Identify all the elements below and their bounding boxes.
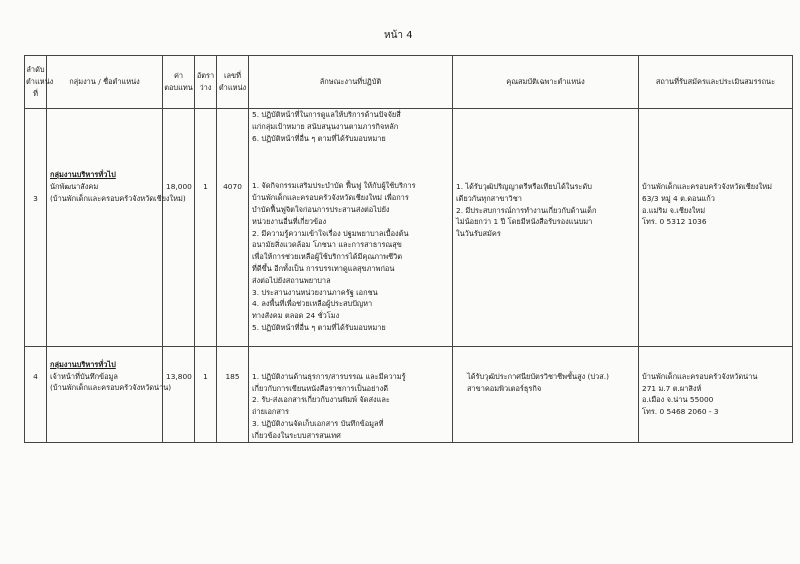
quota-cell bbox=[195, 346, 217, 442]
position-number: 185 bbox=[225, 371, 240, 381]
position-title: เจ้าหน้าที่บันทึกข้อมูล bbox=[50, 371, 118, 381]
qualification-cell bbox=[453, 109, 639, 347]
duty-line: บำบัดฟื้นฟูจิตใจก่อนการประสานส่งต่อไปยัง bbox=[252, 204, 390, 214]
header-no: ลำดับ ตำแหน่งที่ bbox=[25, 56, 47, 109]
qualification-line: ไม่น้อยกว่า 1 ปี โดยมีหนังสือรับรองแนบมา bbox=[456, 217, 593, 227]
duty-line: บ้านพักเด็กและครอบครัวจังหวัดเชียงใหม่ เพื่อการ bbox=[252, 193, 409, 203]
place-line: 63/3 หมู่ 4 ต.ดอนแก้ว bbox=[642, 193, 715, 203]
group-name: กลุ่มงานบริหารทั่วไป bbox=[50, 359, 116, 369]
header-group: กลุ่มงาน / ชื่อตำแหน่ง bbox=[47, 56, 163, 109]
row-number: 3 bbox=[33, 194, 38, 203]
positions-table bbox=[24, 55, 793, 443]
qualification-line: สาขาคอมพิวเตอร์ธุรกิจ bbox=[467, 383, 542, 393]
duty-line: เพื่อให้การช่วยเหลือผู้ใช้บริการได้มีคุณภาพชีวิต bbox=[252, 252, 403, 262]
qualification-line: ได้รับวุฒิประกาศนียบัตรวิชาชีพชั้นสูง (ปวส.) bbox=[467, 371, 610, 381]
duty-line: ทางสังคม ตลอด 24 ชั่วโมง bbox=[252, 311, 340, 321]
place-line: โทร. 0 5468 2060 - 3 bbox=[642, 407, 719, 417]
duty-line: 1. ปฏิบัติงานด้านธุรการ/สารบรรณ และมีความรู้ bbox=[252, 371, 406, 381]
duty-line: 3. ปฏิบัติงานจัดเก็บเอกสาร บันทึกข้อมูลที่ bbox=[252, 418, 384, 428]
qualification-cell bbox=[453, 346, 639, 442]
salary-value: 18,000 bbox=[166, 182, 192, 191]
header-quota: อัตราว่าง bbox=[195, 56, 217, 109]
place-line: บ้านพักเด็กและครอบครัวจังหวัดเชียงใหม่ bbox=[642, 182, 773, 191]
row-number: 4 bbox=[33, 371, 38, 381]
row-number-cell bbox=[25, 346, 47, 442]
duty-line: 2. มีความรู้ความเข้าใจเรื่อง ปฐมพยาบาลเบื้องต้น bbox=[252, 228, 409, 238]
duty-line: เกี่ยวข้องในระบบสารสนเทศ bbox=[252, 430, 341, 440]
position-number: 4070 bbox=[223, 182, 242, 191]
position-title: นักพัฒนาสังคม bbox=[50, 181, 99, 191]
duty-line: เกี่ยวกับการเขียนหนังสือราชการเป็นอย่างดี bbox=[252, 383, 389, 393]
duty-line: 5. ปฏิบัติหน้าที่ในการดูแลให้บริการด้านปัจจัยสี่ bbox=[252, 110, 401, 119]
position-unit: (บ้านพักเด็กและครอบครัวจังหวัดเชียงใหม่) bbox=[50, 193, 186, 203]
salary-cell bbox=[163, 109, 195, 347]
duty-line: 5. ปฏิบัติหน้าที่อื่น ๆ ตามที่ได้รับมอบหมาย bbox=[252, 322, 386, 332]
place-line: บ้านพักเด็กและครอบครัวจังหวัดน่าน bbox=[642, 371, 758, 381]
duty-line: 6. ปฏิบัติหน้าที่อื่น ๆ ตามที่ได้รับมอบหมาย bbox=[252, 133, 386, 143]
qualification-line: ในวันรับสมัคร bbox=[456, 229, 501, 239]
quota-cell bbox=[195, 109, 217, 347]
duty-line: 4. ลงพื้นที่เพื่อช่วยเหลือผู้ประสบปัญหา bbox=[252, 299, 373, 309]
header-row bbox=[25, 56, 793, 109]
position-unit: (บ้านพักเด็กและครอบครัวจังหวัดน่าน) bbox=[50, 383, 172, 393]
duty-line: หน่วยงานอื่นที่เกี่ยวข้อง bbox=[252, 216, 327, 226]
quota-value: 1 bbox=[203, 371, 208, 381]
position-number-cell bbox=[217, 346, 249, 442]
duties-cell bbox=[249, 346, 453, 442]
duty-line: แก่กลุ่มเป้าหมาย สนับสนุนงานตามภารกิจหลัก bbox=[252, 121, 399, 131]
duty-line: 3. ประสานงานหน่วยงานภาครัฐ เอกชน bbox=[252, 287, 378, 297]
group-name: กลุ่มงานบริหารทั่วไป bbox=[50, 170, 116, 179]
position-number-cell bbox=[217, 109, 249, 347]
place-line: อ.เมือง จ.น่าน 55000 bbox=[642, 395, 714, 405]
place-line: โทร. 0 5312 1036 bbox=[642, 217, 707, 227]
place-line: อ.แม่ริม จ.เชียงใหม่ bbox=[642, 205, 706, 215]
duty-line: อนามัยสิ่งแวดล้อม โภชนา และการสาธารณสุข bbox=[252, 240, 402, 250]
page-number: หน้า 4 bbox=[384, 30, 413, 41]
group-cell bbox=[47, 346, 172, 442]
header-place: สถานที่รับสมัครและประเมินสมรรถนะ bbox=[639, 56, 793, 109]
header-duties: ลักษณะงานที่ปฏิบัติ bbox=[249, 56, 453, 109]
place-line: 271 ม.7 ต.ผาสิงห์ bbox=[642, 383, 702, 393]
row-number-cell bbox=[25, 109, 47, 347]
duty-line: ถ่ายเอกสาร bbox=[252, 407, 290, 417]
qualification-line: 1. ได้รับวุฒิปริญญาตรีหรือเทียบได้ในระดับ bbox=[456, 182, 592, 191]
table-row bbox=[25, 109, 793, 347]
place-cell bbox=[639, 346, 793, 442]
salary-value: 13,800 bbox=[166, 371, 192, 381]
qualification-line: เดียวกันทุกสาขาวิชา bbox=[456, 193, 522, 203]
place-cell bbox=[639, 109, 793, 347]
qualification-line: 2. มีประสบการณ์การทำงานเกี่ยวกับด้านเด็ก bbox=[456, 205, 597, 215]
duty-line: ส่งต่อไปยังสถานพยาบาล bbox=[252, 275, 331, 285]
header-position-number: เลขที่ตำแหน่ง bbox=[217, 56, 249, 109]
header-qualification: คุณสมบัติเฉพาะตำแหน่ง bbox=[453, 56, 639, 109]
duty-line: ที่ดีขึ้น อีกทั้งเป็น การบรรเทาดูแลสุขภาพก่อน bbox=[252, 263, 395, 273]
duty-line: 1. จัดกิจกรรมเสริมประบำบัด ฟื้นฟู ให้กับผู้ใช้บริการ bbox=[252, 181, 416, 191]
duties-cell bbox=[249, 109, 453, 347]
header-salary: ค่าตอบแทน bbox=[163, 56, 195, 109]
table-row bbox=[25, 346, 793, 442]
duty-line: 2. รับ-ส่งเอกสารเกี่ยวกับงานพิมพ์ จัดส่งและ bbox=[252, 395, 390, 405]
salary-cell bbox=[163, 346, 195, 442]
quota-value: 1 bbox=[203, 182, 208, 191]
